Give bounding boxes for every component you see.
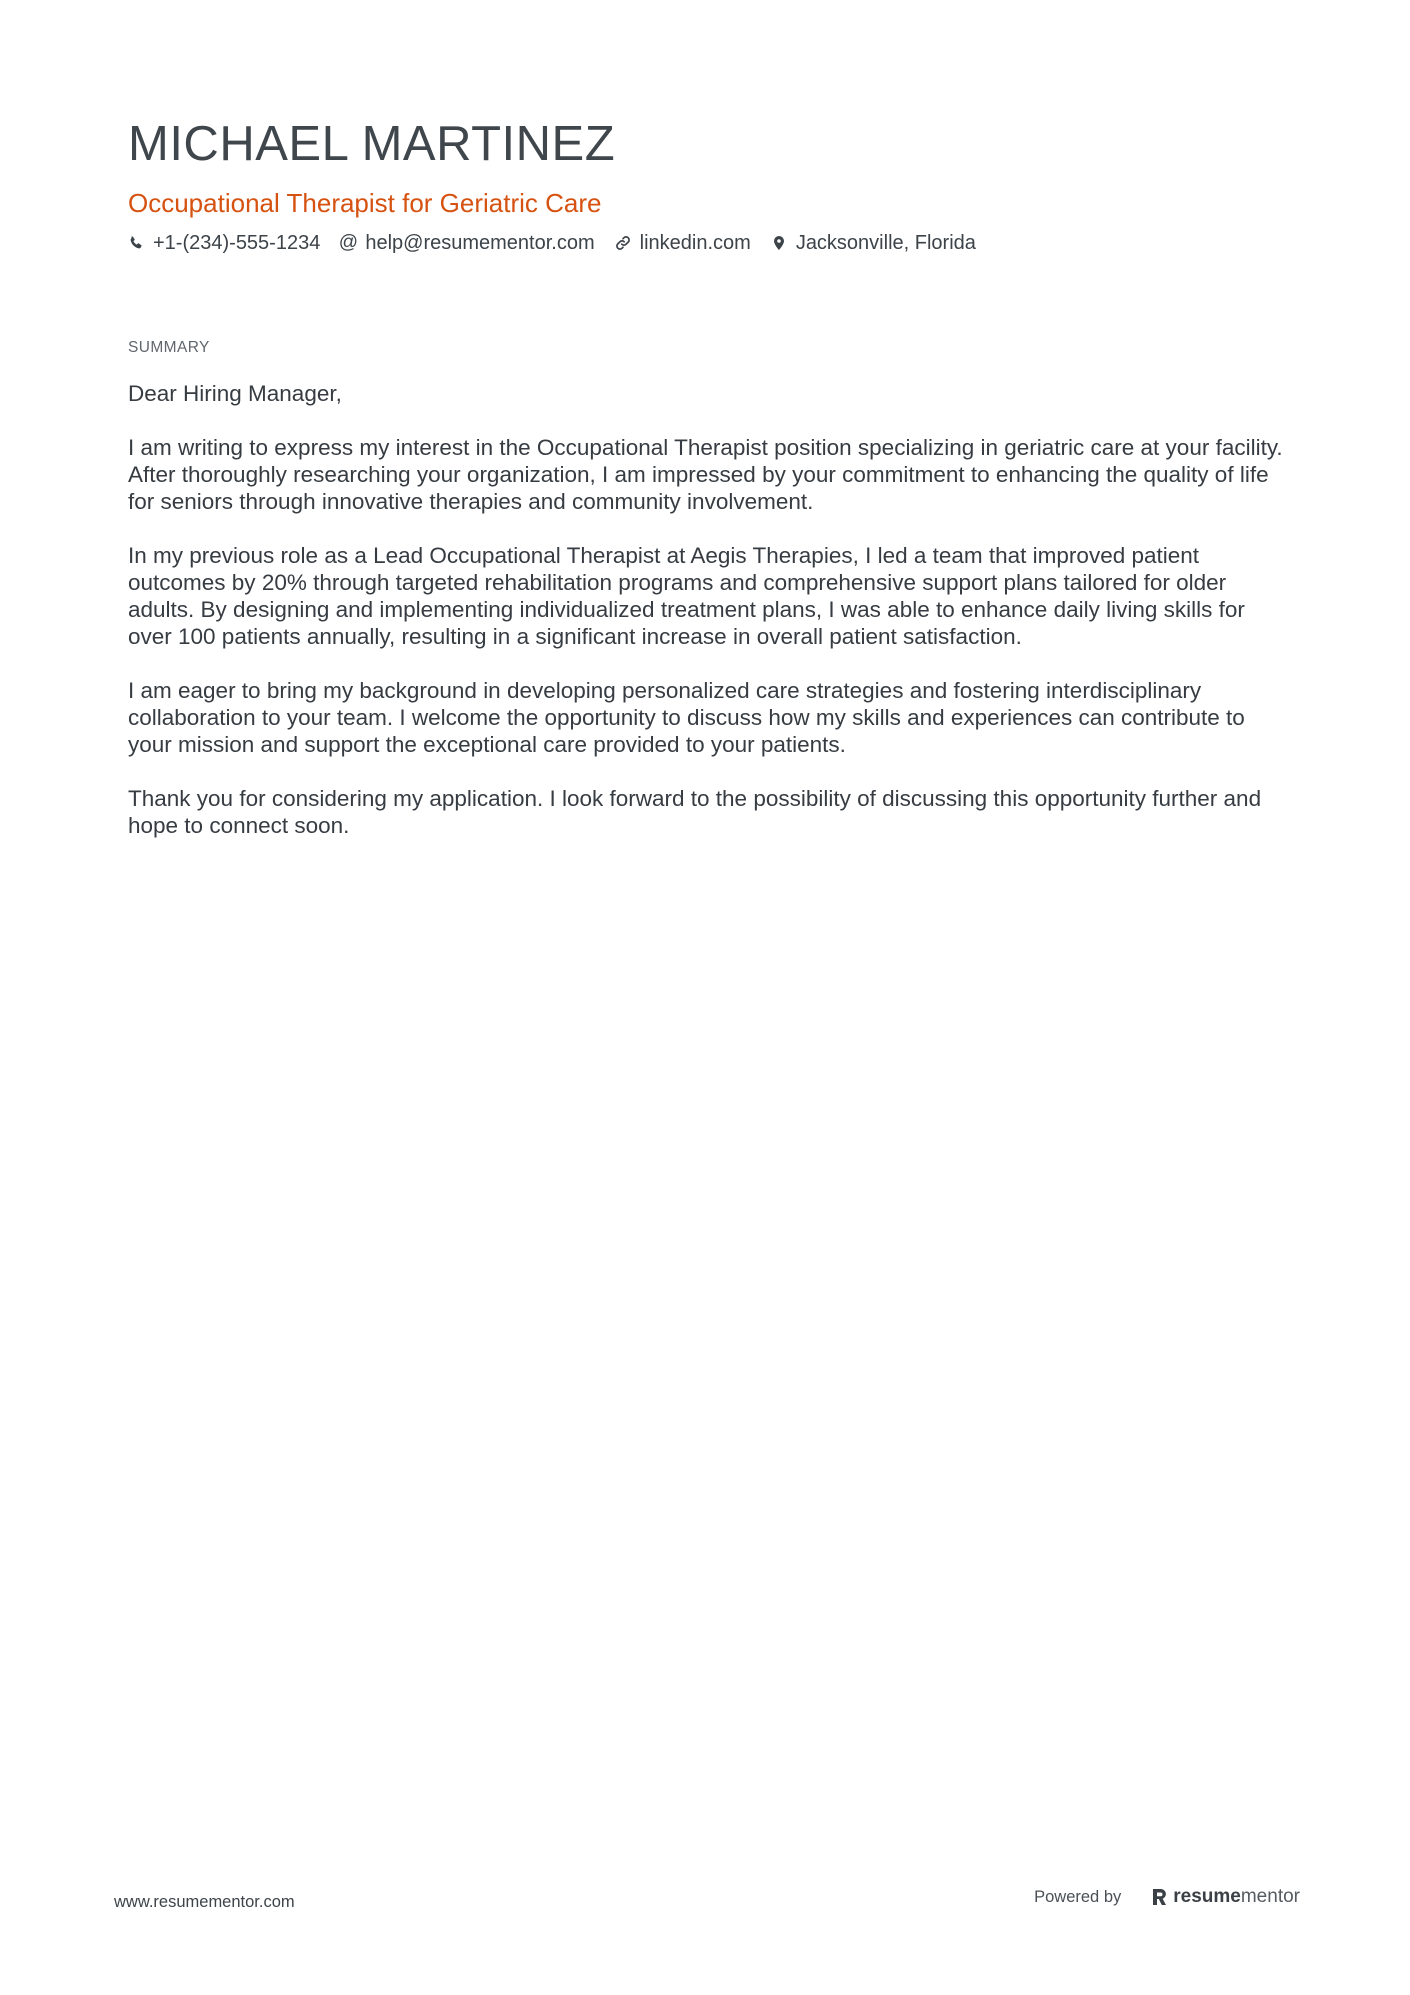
powered-by-label: Powered by: [1034, 1887, 1122, 1906]
footer-branding: [1034, 1886, 1300, 1908]
header: [128, 112, 1278, 257]
brand-logo[interactable]: [1151, 1886, 1300, 1908]
resumementor-logo-icon: [1151, 1887, 1169, 1907]
brand-mentor-text: mentor: [1240, 1886, 1300, 1907]
summary-section: [128, 336, 1288, 866]
location-pin-icon: [771, 235, 787, 251]
paragraph-4: Thank you for considering my application. I look forward to the possibility of discussing this opportunity further and hope to connect soon.: [128, 786, 1262, 838]
candidate-name: MICHAEL MARTINEZ: [128, 117, 616, 171]
link-icon: [615, 235, 631, 251]
contact-linkedin[interactable]: [615, 229, 751, 257]
location-text: Jacksonville, Florida: [795, 232, 976, 254]
phone-text: +1-(234)-555-1234: [153, 232, 321, 254]
job-title: Occupational Therapist for Geriatric Care: [128, 188, 602, 218]
paragraph-1: I am writing to express my interest in the Occupational Therapist position specializing in geriatric care at your facility. After thoroughly researching your organization, I am impressed by your commitment to enhancing the quality of life for seniors through innovative therapies and community involvement.: [128, 435, 1283, 514]
contact-location: [771, 229, 976, 257]
footer-website[interactable]: www.resumementor.com: [114, 1893, 295, 1911]
contact-phone: [128, 229, 320, 257]
contact-bar: [128, 229, 1278, 257]
paragraph-2: In my previous role as a Lead Occupational Therapist at Aegis Therapies, I led a team that improved patient outcomes by 20% through targeted rehabilitation programs and comprehensive support plans tailored for older adults. By designing and implementing individualized treatment plans, I was able to enhance daily living skills for over 100 patients annually, resulting in a significant increase in overall patient satisfaction.: [128, 543, 1245, 649]
email-text[interactable]: help@resumementor.com: [365, 232, 595, 254]
contact-email[interactable]: [340, 229, 594, 257]
linkedin-text[interactable]: linkedin.com: [639, 232, 751, 254]
brand-resume-text: resume: [1173, 1886, 1241, 1907]
salutation: Dear Hiring Manager,: [128, 381, 342, 406]
at-icon: @: [338, 232, 358, 253]
section-heading: SUMMARY: [128, 339, 210, 356]
paragraph-3: I am eager to bring my background in developing personalized care strategies and fostering interdisciplinary collaboration to your team. I welcome the opportunity to discuss how my skills and experiences can contribute to your mission and support the exceptional care provided to your patients.: [128, 678, 1245, 757]
phone-icon: [128, 235, 144, 251]
